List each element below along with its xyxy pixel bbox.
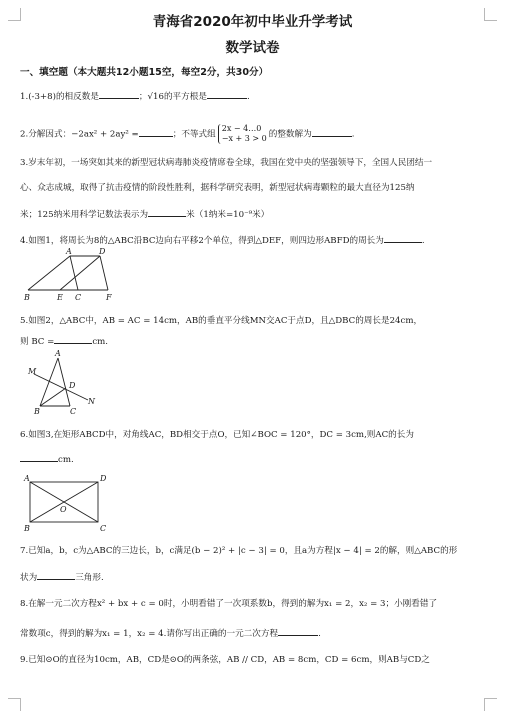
fig3-label-O: O [60, 505, 67, 514]
answer-blank [99, 89, 139, 99]
answer-blank [384, 233, 422, 243]
fig1-label-A: A [66, 247, 72, 256]
answer-blank [54, 334, 92, 344]
question-3-line-3: 米；125纳米用科学记数法表示为 米（1纳米=10⁻⁹米） [20, 207, 485, 221]
question-7-line-1: 7.已知a，b，c为△ABC的三边长，b，c满足(b − 2)² + |c − 3| = 0，且a为方程|x − 4| = 2的解，则△ABC的形 [20, 546, 458, 556]
fig1-label-D: D [99, 247, 106, 256]
exam-title: 青海省2020年初中毕业升学考试 [152, 14, 353, 30]
fig1-label-B: B [24, 293, 30, 302]
fig3-label-C: C [100, 524, 107, 533]
question-2: 2.分解因式：−2ax² + 2ay² = ；不等式组2x − 4…0 −x + 3 > 0 的整数解为 . [20, 124, 355, 143]
fig3-label-D: D [100, 474, 107, 483]
question-1: 1.(-3+8)的相反数是 ；√16的平方根是 . [20, 89, 485, 103]
fig3-label-A: A [24, 474, 30, 483]
fig2-label-M: M [28, 367, 37, 376]
question-8-line-2: 常数项c，得到的解为x₁ = 1，x₂ = 4.请你写出正确的一元二次方程 . [20, 626, 485, 640]
fig2-label-D: D [69, 381, 76, 390]
answer-blank [139, 127, 173, 137]
fig3-label-B: B [24, 524, 30, 533]
inequality-system: 2x − 4…0 −x + 3 > 0 [218, 124, 267, 144]
answer-blank [37, 570, 75, 580]
fig2-label-N: N [88, 397, 95, 406]
crop-mark-bottom-left [8, 698, 21, 711]
fig1-label-F: F [106, 293, 112, 302]
fig2-label-A: A [55, 349, 61, 358]
answer-blank [278, 626, 318, 636]
question-4: 4.如图1，将周长为8的△ABC沿BC边向右平移2个单位，得到△DEF，则四边形ABFD的周长为 . [20, 233, 485, 247]
fig1-label-C: C [75, 293, 82, 302]
question-9-line-1: 9.已知⊙O的直径为10cm，AB，CD是⊙O的两条弦，AB // CD，AB = 8cm，CD = 6cm，则AB与CD之 [20, 655, 430, 665]
answer-blank [312, 127, 352, 137]
section-heading: 一、填空题（本大题共12小题15空，每空2分，共30分） [20, 67, 269, 78]
fig2-label-B: B [34, 407, 40, 416]
fig1-label-E: E [57, 293, 63, 302]
answer-blank [207, 89, 247, 99]
question-7-line-2: 状为 三角形. [20, 570, 485, 584]
figure-3 [20, 472, 110, 534]
figure-2 [26, 349, 104, 416]
answer-blank [20, 452, 58, 462]
question-6-line-2: cm. [20, 452, 485, 466]
answer-blank [148, 207, 186, 217]
figure-1 [24, 248, 124, 306]
question-6-line-1: 6.如图3,在矩形ABCD中，对角线AC，BD相交于点O，已知∠BOC = 120°，DC = 3cm,则AC的长为 [20, 430, 414, 440]
crop-mark-bottom-right [484, 698, 497, 711]
question-5-line-1: 5.如图2，△ABC中，AB = AC = 14cm，AB的垂直平分线MN交AC于点D，且△DBC的周长是24cm， [20, 316, 423, 326]
question-3-line-1: 3.岁末年初，一场突如其来的新型冠状病毒肺炎疫情席卷全球，我国在党中央的坚强领导下，全国人民团结一 [20, 158, 433, 168]
question-8-line-1: 8.在解一元二次方程x² + bx + c = 0时，小明看错了一次项系数b，得到的解为x₁ = 2，x₂ = 3；小刚看错了 [20, 599, 438, 609]
question-5-line-2: 则 BC = cm. [20, 334, 485, 348]
fig2-label-C: C [70, 407, 77, 416]
question-3-line-2: 心、众志成城，取得了抗击疫情的阶段性胜利，据科学研究表明，新型冠状病毒颗粒的最大直径为125纳 [20, 183, 415, 193]
exam-subtitle: 数学试卷 [225, 40, 280, 56]
